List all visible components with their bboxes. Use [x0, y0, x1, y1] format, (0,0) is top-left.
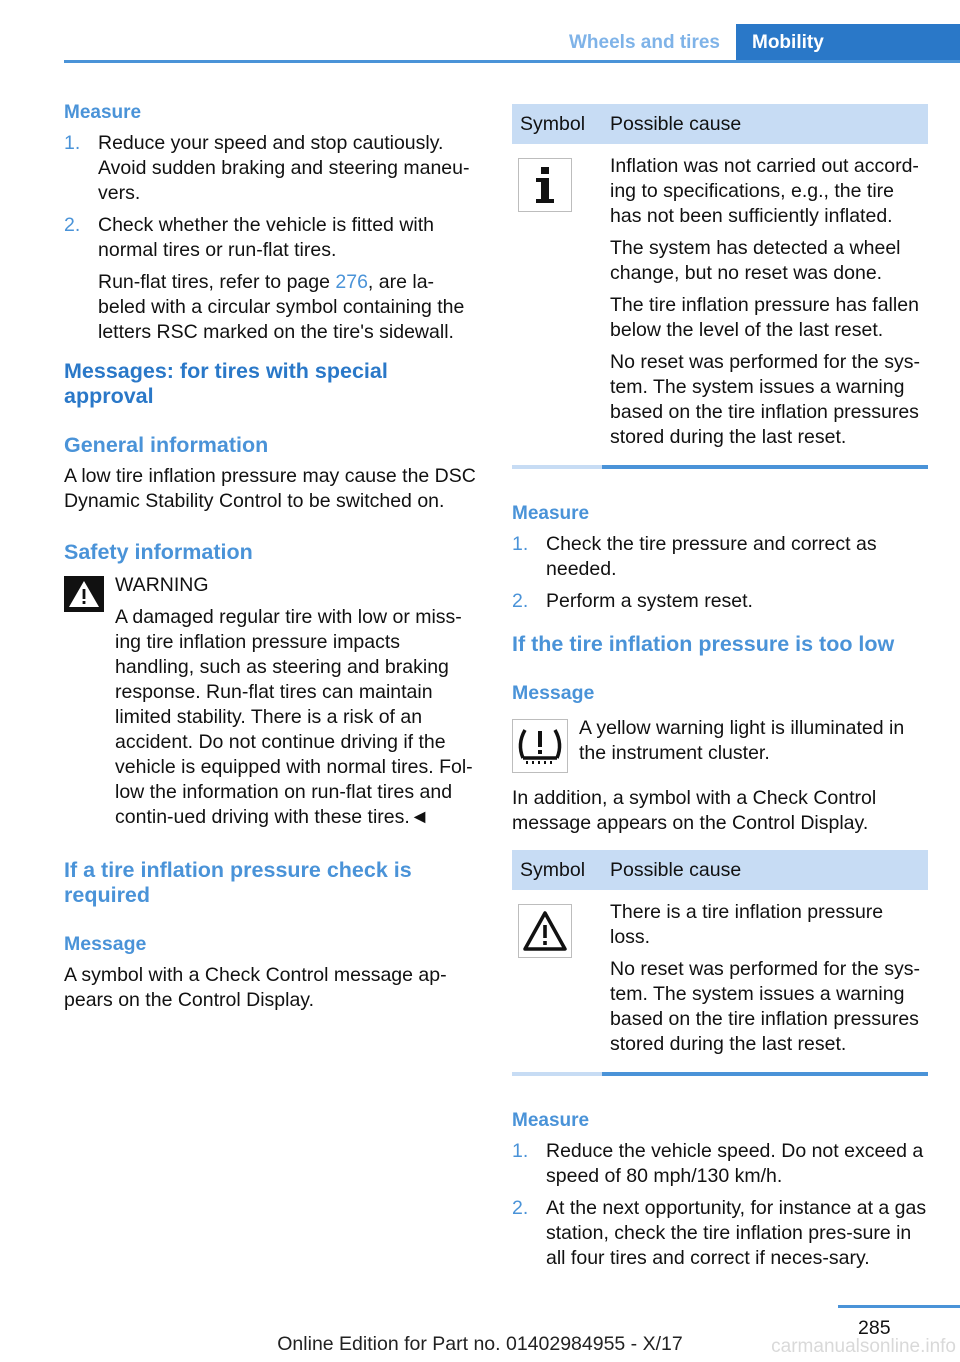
cause-text: The tire inflation pressure has fallen below the level of the last reset.	[610, 294, 919, 341]
header-chapter-tab: Mobility	[736, 24, 960, 61]
page-reference-link[interactable]: 276	[335, 271, 368, 293]
col-symbol-header: Symbol	[512, 104, 602, 144]
symbol-cell	[512, 144, 602, 467]
step-text: Check whether the vehicle is fitted with normal tires or run-flat tires.	[98, 214, 434, 261]
general-info-text: A low tire inflation pressure may cause the DSC Dynamic Stability Control to be switched on.	[64, 465, 476, 512]
cause-text: There is a tire inflation pressure loss.	[610, 901, 884, 948]
warning-light-text: A yellow warning light is illuminated in the instrument cluster.	[579, 717, 905, 764]
col-symbol-header: Symbol	[512, 850, 602, 890]
step-text: Reduce your speed and stop cautiously. Avoid sudden braking and steering maneu‐vers.	[98, 132, 470, 204]
measure-steps	[64, 131, 480, 345]
step-number: 1.	[512, 1140, 529, 1162]
message-heading: Message	[64, 933, 147, 955]
table-row	[512, 144, 928, 467]
subtext-after: , are la‐beled with a circular symbol containing the letters RSC marked on the tire's sidewall.	[98, 271, 465, 343]
list-item	[512, 589, 928, 614]
col-cause-header: Possible cause	[602, 104, 928, 144]
addition-text: In addition, a symbol with a Check Control message appears on the Control Display.	[512, 787, 877, 834]
header-rule	[64, 60, 960, 63]
message-text: A symbol with a Check Control message ap‐pears on the Control Display.	[64, 964, 447, 1011]
step-text: At the next opportunity, for instance at a gas station, check the tire inflation pres‐sure in all four tires and correct if neces‐sary.	[546, 1197, 927, 1269]
cause-text: No reset was performed for the sys‐tem. The system issues a warning based on the tire inflation pressures stored during the last reset.	[610, 958, 920, 1055]
safety-info-heading: Safety information	[64, 540, 253, 564]
measure-steps-3	[512, 1139, 928, 1271]
cause-text: Inflation was not carried out accord‐ing to specifications, e.g., the tire has not been sufficiently inflated.	[610, 155, 919, 227]
list-item	[512, 1139, 928, 1189]
pressure-too-low-heading: If the tire inflation pressure is too low	[512, 632, 895, 656]
step-number: 1.	[512, 533, 529, 555]
col-cause-header: Possible cause	[602, 850, 928, 890]
step-number: 1.	[64, 132, 81, 154]
header-section-title: Wheels and tires	[569, 32, 720, 53]
warning-block	[64, 573, 480, 830]
table-header-row	[512, 104, 928, 144]
cause-cell	[602, 890, 928, 1074]
special-approval-heading: Messages: for tires with special approval	[64, 359, 388, 408]
warning-light-row	[512, 716, 928, 774]
cause-text: No reset was performed for the sys‐tem. The system issues a warning based on the tire inflation pressures stored during the last reset.	[610, 351, 920, 448]
list-item	[64, 213, 480, 345]
warning-triangle-icon	[518, 904, 572, 958]
table-header-row	[512, 850, 928, 890]
step-number: 2.	[512, 1197, 529, 1219]
step-text: Perform a system reset.	[546, 590, 753, 612]
warning-text	[115, 605, 480, 830]
step-number: 2.	[64, 214, 81, 236]
measure-heading: Measure	[64, 102, 142, 123]
symbol-table-2	[512, 850, 928, 1076]
right-column	[512, 104, 928, 1278]
list-item	[512, 532, 928, 582]
watermark: carmanualsonline.info	[771, 1336, 956, 1357]
symbol-table-1	[512, 104, 928, 469]
general-info-heading: General information	[64, 433, 269, 457]
edition-footer: Online Edition for Part no. 01402984955 - X/17	[277, 1333, 683, 1355]
warning-body: A damaged regular tire with low or miss‐ing tire inflation pressure impacts handling, such as steering and braking response. Run-flat tires can maintain limited stability. There is a risk of an accident. Do not continue driving if the vehicle is equipped with normal tires. Fol‐low the information on run-flat tires and contin‐ued driving with these tires.◄	[115, 606, 473, 828]
measure-steps-2	[512, 532, 928, 614]
message-heading-2: Message	[512, 682, 595, 704]
list-item	[64, 131, 480, 206]
step-text: Reduce the vehicle speed. Do not exceed a speed of 80 mph/130 km/h.	[546, 1140, 924, 1187]
info-i-icon	[518, 158, 572, 212]
measure-heading-3: Measure	[512, 1110, 590, 1131]
cause-cell	[602, 144, 928, 467]
tire-pressure-warning-light-icon	[512, 719, 568, 773]
list-item	[512, 1196, 928, 1271]
check-required-heading: If a tire inflation pressure check is required	[64, 858, 412, 907]
left-column	[64, 100, 480, 1019]
warning-label: WARNING	[115, 574, 209, 596]
step-subtext	[98, 270, 480, 345]
table-row	[512, 890, 928, 1074]
subtext-before: Run-flat tires, refer to page	[98, 271, 336, 293]
step-text: Check the tire pressure and correct as needed.	[546, 533, 877, 580]
footer-rule	[838, 1305, 960, 1308]
page-number: 285	[858, 1317, 891, 1339]
measure-heading-2: Measure	[512, 503, 590, 524]
symbol-cell	[512, 890, 602, 1074]
step-number: 2.	[512, 590, 529, 612]
warning-triangle-icon	[64, 576, 104, 612]
cause-text: The system has detected a wheel change, but no reset was done.	[610, 237, 901, 284]
page-header	[0, 0, 960, 64]
